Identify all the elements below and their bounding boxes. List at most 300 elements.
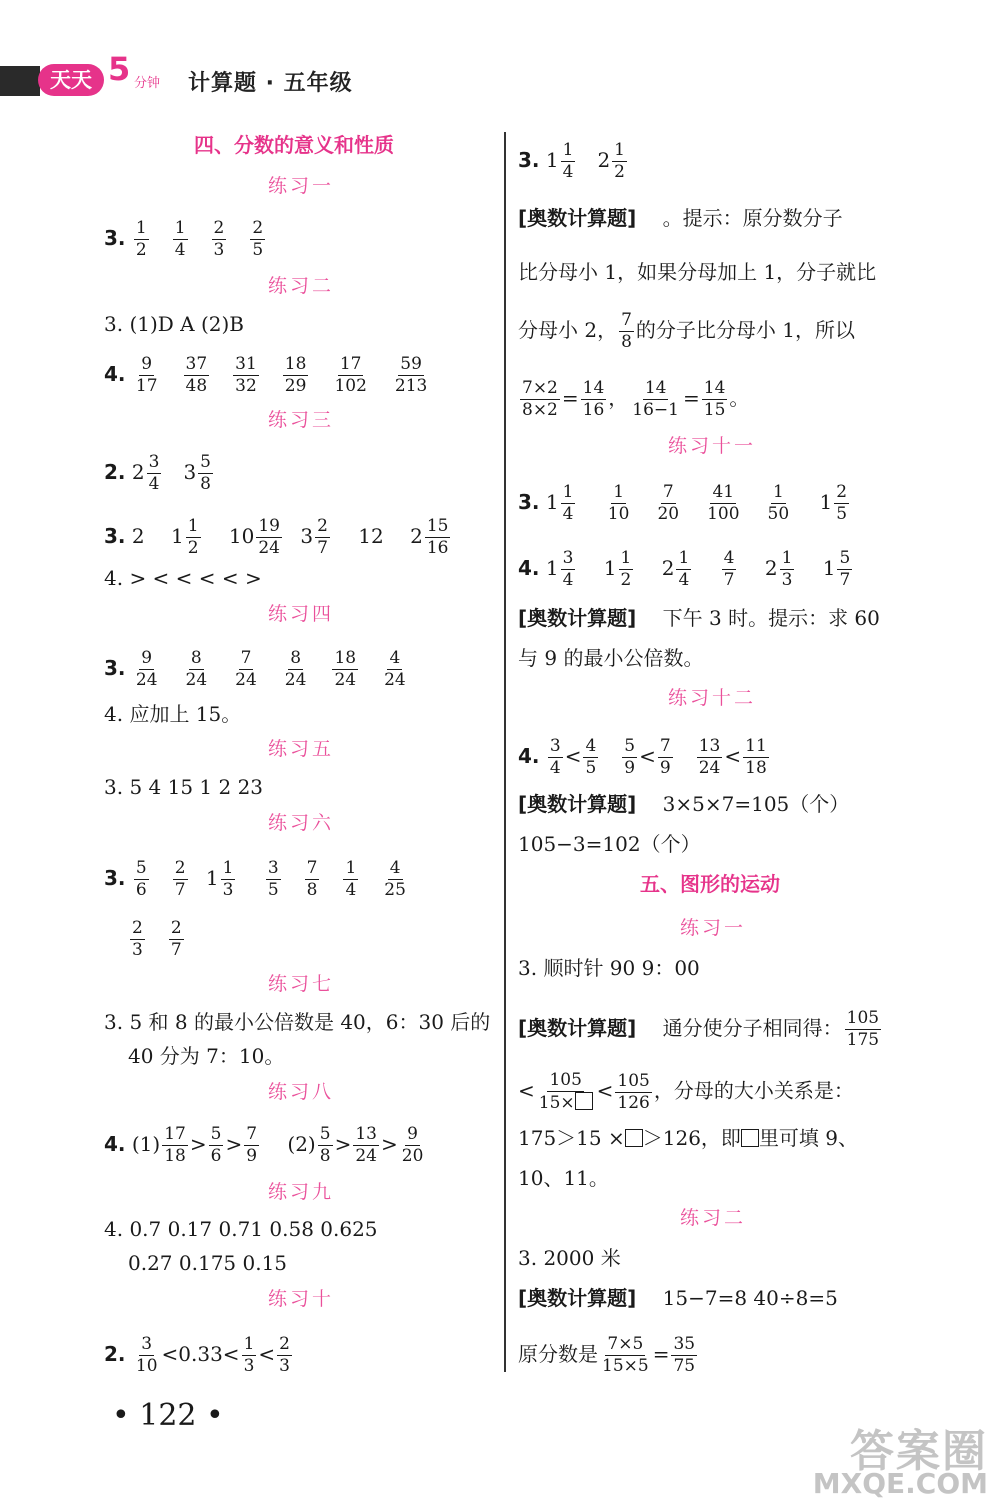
numerator: 35 [673, 1334, 696, 1354]
blank-box [575, 1092, 593, 1110]
numerator: 13 [698, 736, 721, 756]
exercise-title: 练习十一 [668, 435, 757, 457]
fraction [266, 858, 281, 901]
book-header [0, 50, 420, 104]
denominator: 3 [243, 1356, 255, 1376]
mixed-number [131, 452, 164, 494]
denominator: 75 [673, 1356, 696, 1376]
denominator: 9 [624, 758, 636, 778]
denominator: 8×2 [522, 400, 558, 420]
numerator: 3 [267, 858, 279, 878]
fraction [561, 140, 576, 183]
olympiad-answer [518, 1284, 838, 1312]
fraction [209, 1124, 224, 1167]
answer-line [104, 516, 452, 559]
denominator: 7 [839, 570, 851, 590]
numerator: 5 [319, 1124, 331, 1144]
denominator: 5 [252, 240, 264, 260]
mixed-list [131, 452, 215, 494]
answer-line [128, 918, 186, 961]
fraction [353, 1124, 379, 1167]
fraction [382, 858, 408, 901]
mixed-number [170, 516, 203, 558]
denominator: 3 [222, 880, 234, 900]
denominator: 50 [767, 504, 790, 524]
hint-text: 15−7=8 40÷8=5 [662, 1286, 838, 1310]
numerator: 15 [426, 516, 449, 536]
mixed-number [764, 548, 797, 590]
denominator: 10 [607, 504, 630, 524]
numerator: 1 [614, 140, 625, 160]
fraction-list [132, 218, 267, 260]
denominator: 8 [306, 880, 318, 900]
numerator: 2 [317, 516, 328, 536]
whole-part: 3 [183, 460, 197, 484]
fraction [184, 354, 210, 397]
fraction [520, 378, 560, 421]
numerator: 31 [235, 354, 257, 374]
numerator: 1 [781, 548, 793, 568]
question-number: 2. [104, 1342, 126, 1366]
denominator: 17 [135, 376, 158, 396]
denominator: 24 [284, 670, 307, 690]
denominator: 6 [135, 880, 147, 900]
exercise-title: 练习二 [680, 1207, 747, 1229]
numerator: 1 [613, 482, 625, 502]
fraction [184, 648, 210, 691]
part-label: (2) [287, 1132, 316, 1156]
denominator: 10 [135, 1356, 158, 1376]
numerator: 5 [210, 1124, 222, 1144]
equals-sign: = [652, 1342, 670, 1366]
less-sign: < [596, 1078, 614, 1103]
hint-text: 原分数是 [518, 1342, 598, 1366]
numerator: 2 [279, 1334, 290, 1354]
fraction [332, 354, 368, 397]
denominator: 4 [562, 162, 574, 182]
denominator: 4 [345, 880, 357, 900]
fraction [242, 1334, 257, 1377]
numerator: 18 [334, 648, 357, 668]
blank-box [625, 1129, 643, 1147]
fraction [780, 548, 795, 591]
numerator: 18 [284, 354, 307, 374]
numerator: 14 [644, 378, 667, 398]
numerator: 1 [772, 482, 784, 502]
fraction [283, 354, 309, 397]
comma: ， [608, 386, 629, 410]
numerator: 2 [213, 218, 225, 238]
denominator: 16−1 [632, 400, 679, 420]
numerator: 105 [617, 1070, 650, 1091]
mixed-number [183, 452, 215, 494]
denominator: 4 [174, 240, 186, 260]
fraction [619, 548, 634, 591]
numerator: 1 [135, 218, 147, 238]
numerator: 7×5 [607, 1334, 644, 1354]
whole-part: 2 [410, 524, 423, 548]
denominator: 7 [170, 940, 182, 960]
answer-line [104, 218, 267, 261]
compare-sign: > [380, 1132, 398, 1156]
denominator: 24 [698, 758, 721, 778]
mixed-number [410, 516, 452, 558]
answer-line [104, 858, 410, 901]
question-number: 3. [518, 148, 540, 172]
exercise-title: 练习四 [268, 603, 335, 625]
numerator: 41 [712, 482, 735, 502]
fraction [169, 918, 184, 961]
whole-part: 10 [228, 524, 255, 548]
numerator: 9 [407, 1124, 418, 1144]
numerator: 3 [549, 736, 561, 756]
denominator: 24 [258, 538, 280, 558]
fraction-list [604, 482, 793, 524]
mixed-number [545, 140, 578, 182]
exercise-title: 练习十 [268, 1288, 335, 1310]
mixed-number [545, 548, 578, 590]
whole-part: 1 [822, 556, 836, 580]
fraction [425, 516, 451, 559]
fraction [722, 548, 737, 591]
fraction [697, 736, 723, 779]
denominator: 15 [703, 400, 726, 420]
fraction [676, 548, 691, 591]
exercise-title: 练习三 [268, 409, 335, 431]
denominator: 126 [617, 1092, 650, 1113]
denominator: 4 [678, 570, 690, 590]
fraction [315, 516, 330, 559]
fraction [134, 354, 160, 397]
numerator: 1 [620, 548, 632, 568]
comparison-pairs [546, 736, 771, 778]
answer-line: 0.27 0.175 0.15 [128, 1251, 288, 1275]
denominator: 24 [334, 670, 357, 690]
fraction [244, 1124, 259, 1167]
fraction [134, 1334, 160, 1377]
watermark-url: MXQE.COM [812, 1467, 988, 1500]
numerator: 14 [703, 378, 726, 398]
numerator: 7×2 [522, 378, 558, 398]
numerator: 5 [839, 548, 851, 568]
question-number: 3. [104, 656, 126, 680]
fraction [612, 140, 627, 183]
answer-line [104, 1334, 294, 1377]
mixed-number [300, 516, 332, 558]
fraction [198, 452, 213, 495]
question-number: 4. [104, 1132, 126, 1156]
answer-line [104, 452, 215, 495]
numerator: 105 [846, 1008, 880, 1028]
answer-line: 3. 5 4 15 1 2 23 [104, 775, 264, 799]
fraction-list [132, 354, 431, 396]
exercise-title: 练习六 [268, 812, 335, 834]
mixed-number [819, 482, 852, 524]
header-title: 计算题 · 五年级 [188, 71, 353, 96]
answer-line: 4. > < < < < > [104, 566, 262, 590]
numerator: 2 [170, 918, 182, 938]
hint-text: 175＞15 × [518, 1126, 625, 1150]
numerator: 2 [836, 482, 848, 502]
denominator: 48 [185, 376, 208, 396]
question-number: 4. [518, 556, 540, 580]
brand-small: 分钟 [134, 76, 161, 91]
fraction [393, 354, 429, 397]
denominator: 8 [200, 474, 211, 494]
numerator: 7 [662, 482, 674, 502]
denominator: 2 [135, 240, 147, 260]
answer-line [518, 482, 851, 525]
answer-line: 3. 顺时针 90 9：00 [518, 956, 700, 980]
whole-part: 1 [545, 148, 559, 172]
numerator: 37 [185, 354, 208, 374]
olympiad-tag: [奥数计算题] [518, 1016, 637, 1040]
numerator: 4 [389, 648, 401, 668]
denominator: 16 [426, 538, 449, 558]
fraction [583, 736, 598, 779]
denominator: 4 [562, 570, 574, 590]
denominator: 20 [401, 1146, 424, 1166]
mixed-number [661, 548, 694, 590]
fraction [277, 1334, 292, 1377]
whole-part: 2 [597, 148, 611, 172]
numerator: 9 [141, 648, 153, 668]
denominator: 102 [334, 376, 367, 396]
answer-line: 105−3=102（个） [518, 832, 701, 856]
fraction [147, 452, 162, 495]
mixed-number [205, 858, 238, 900]
whole-part: 2 [661, 556, 675, 580]
fraction [233, 648, 259, 691]
denominator: 175 [846, 1030, 880, 1050]
olympiad-answer [518, 1008, 883, 1051]
compare-sign: < [724, 744, 742, 768]
compare-sign: > [189, 1132, 207, 1156]
fraction-list [128, 918, 186, 960]
numerator: 9 [141, 354, 153, 374]
fraction [186, 516, 201, 559]
answer-line [518, 140, 629, 183]
denominator: 7 [174, 880, 186, 900]
numerator: 1 [562, 140, 574, 160]
fraction [221, 858, 236, 901]
denominator: 32 [235, 376, 257, 396]
numerator: 1 [243, 1334, 255, 1354]
mixed-number [603, 548, 636, 590]
equals-sign: = [683, 386, 700, 410]
numerator: 19 [258, 516, 280, 536]
olympiad-tag: [奥数计算题] [518, 792, 637, 816]
question-number: 3. [518, 490, 540, 514]
answer-line: 3. 5 和 8 的最小公倍数是 40，6：30 后的 [104, 1010, 491, 1034]
brand-pill: 天天 [38, 64, 104, 96]
brand-five: 5 [108, 50, 131, 88]
whole-part: 1 [205, 866, 219, 890]
equation-line [518, 378, 749, 421]
olympiad-tag: [奥数计算题] [518, 1286, 637, 1310]
numerator: 1 [562, 482, 574, 502]
fraction [305, 858, 320, 901]
fraction [134, 218, 149, 261]
answer-line [104, 648, 410, 691]
numerator: 3 [562, 548, 574, 568]
question-number: 3. [104, 226, 126, 250]
fraction [658, 736, 673, 779]
watermark [812, 1415, 996, 1505]
fraction [382, 648, 408, 691]
mixed-number [822, 548, 855, 590]
hint-text: 与 9 的最小公倍数。 [518, 646, 704, 670]
hint-text: 里可填 9、 [758, 1126, 859, 1150]
denominator: 18 [745, 758, 767, 778]
denominator: 4 [148, 474, 160, 494]
fraction [615, 1071, 651, 1114]
answer-line [104, 1124, 427, 1167]
whole-part: 1 [170, 524, 184, 548]
fraction [130, 918, 145, 961]
fraction [283, 648, 309, 691]
fraction [622, 736, 637, 779]
hint-text: 比分母小 1，如果分母加上 1，分子就比 [518, 260, 877, 284]
fraction-list [132, 858, 190, 900]
numerator: 4 [723, 548, 735, 568]
fraction [702, 378, 728, 421]
fraction [134, 858, 149, 901]
denominator: 3 [781, 570, 793, 590]
exercise-title: 练习一 [680, 917, 747, 939]
blank-box [741, 1129, 759, 1147]
column-divider [504, 132, 506, 1372]
compare-sign: > [225, 1132, 243, 1156]
numerator: 1 [678, 548, 690, 568]
hint-text: 。提示：原分数分子 [662, 206, 843, 230]
fraction [743, 736, 769, 779]
numerator: 1 [345, 858, 357, 878]
olympiad-tag: [奥数计算题] [518, 606, 637, 630]
question-number: 3. [104, 524, 126, 548]
numerator: 11 [745, 736, 767, 756]
denominator: 2 [620, 570, 632, 590]
numerator: 7 [240, 648, 252, 668]
whole-part: 1 [545, 490, 559, 514]
fraction [134, 648, 160, 691]
numerator: 7 [306, 858, 318, 878]
answer-value: <0.33< [161, 1342, 240, 1366]
fraction [561, 482, 576, 525]
equals-sign: = [561, 386, 579, 410]
fraction [256, 516, 282, 559]
numerator: 4 [585, 736, 597, 756]
whole-part: 1 [819, 490, 833, 514]
denominator: 4 [549, 758, 561, 778]
denominator: 7 [723, 570, 735, 590]
whole-part: 1 [603, 556, 617, 580]
fraction [343, 858, 358, 901]
fraction [212, 218, 227, 261]
denominator: 24 [355, 1146, 377, 1166]
fraction [671, 1334, 697, 1377]
denominator: 213 [394, 376, 428, 396]
exercise-title: 练习十二 [668, 687, 757, 709]
numerator: 7 [246, 1124, 258, 1144]
hint-line [518, 1334, 699, 1377]
fraction [845, 1008, 881, 1051]
mixed-number [545, 482, 578, 524]
denominator: 8 [621, 332, 632, 352]
denominator: 25 [384, 880, 406, 900]
denominator: 24 [135, 670, 158, 690]
numerator: 1 [174, 218, 186, 238]
fraction [834, 482, 849, 525]
mixed-list [545, 140, 629, 182]
less-sign: < [518, 1078, 535, 1103]
denominator: 18 [164, 1146, 186, 1166]
answer-line: 3. 2000 米 [518, 1246, 621, 1270]
numerator: 1 [222, 858, 234, 878]
mixed-number [228, 516, 284, 558]
numerator: 5 [624, 736, 636, 756]
denominator: 7 [317, 538, 328, 558]
question-number: 3. [104, 866, 126, 890]
answer-value: 12 [358, 524, 384, 548]
denominator: 3 [279, 1356, 290, 1376]
fraction-list [132, 648, 410, 690]
denominator: 5 [585, 758, 597, 778]
denominator: 2 [187, 538, 199, 558]
exercise-title: 练习九 [268, 1181, 335, 1203]
denominator: 5 [836, 504, 848, 524]
hint-line [518, 310, 855, 353]
fraction [655, 482, 681, 525]
fraction-chain [160, 1124, 261, 1166]
olympiad-answer [518, 604, 880, 632]
denominator: 29 [284, 376, 307, 396]
numerator: 13 [355, 1124, 377, 1144]
fraction [837, 548, 852, 591]
fraction [581, 378, 607, 421]
fraction [548, 736, 563, 779]
denominator: 100 [707, 504, 740, 524]
denominator: 24 [235, 670, 257, 690]
denominator: 24 [185, 670, 208, 690]
numerator: 1 [187, 516, 199, 536]
numerator: 2 [174, 858, 186, 878]
numerator: 2 [252, 218, 264, 238]
denominator: 5 [267, 880, 279, 900]
compare-sign: < [639, 744, 656, 768]
whole-part: 2 [764, 556, 778, 580]
fraction [332, 648, 358, 691]
numerator: 7 [659, 736, 671, 756]
fraction [173, 218, 188, 261]
fraction [630, 378, 681, 421]
fraction [705, 482, 741, 525]
hint-text: ＞126，即 [642, 1126, 741, 1150]
fraction-chain [316, 1124, 428, 1166]
numerator: 59 [400, 354, 422, 374]
answer-line: 4. 应加上 15。 [104, 702, 242, 726]
numerator: 3 [141, 1334, 153, 1354]
answer-line [518, 736, 771, 779]
numerator: 8 [190, 648, 202, 668]
whole-part: 1 [545, 556, 559, 580]
fraction [233, 354, 259, 397]
compare-sign: > [334, 1132, 352, 1156]
denominator: 16 [582, 400, 605, 420]
hint-line [518, 1124, 858, 1152]
hint-text: 下午 3 时。提示：求 60 [662, 606, 880, 630]
section-title: 五、图形的运动 [640, 872, 780, 896]
